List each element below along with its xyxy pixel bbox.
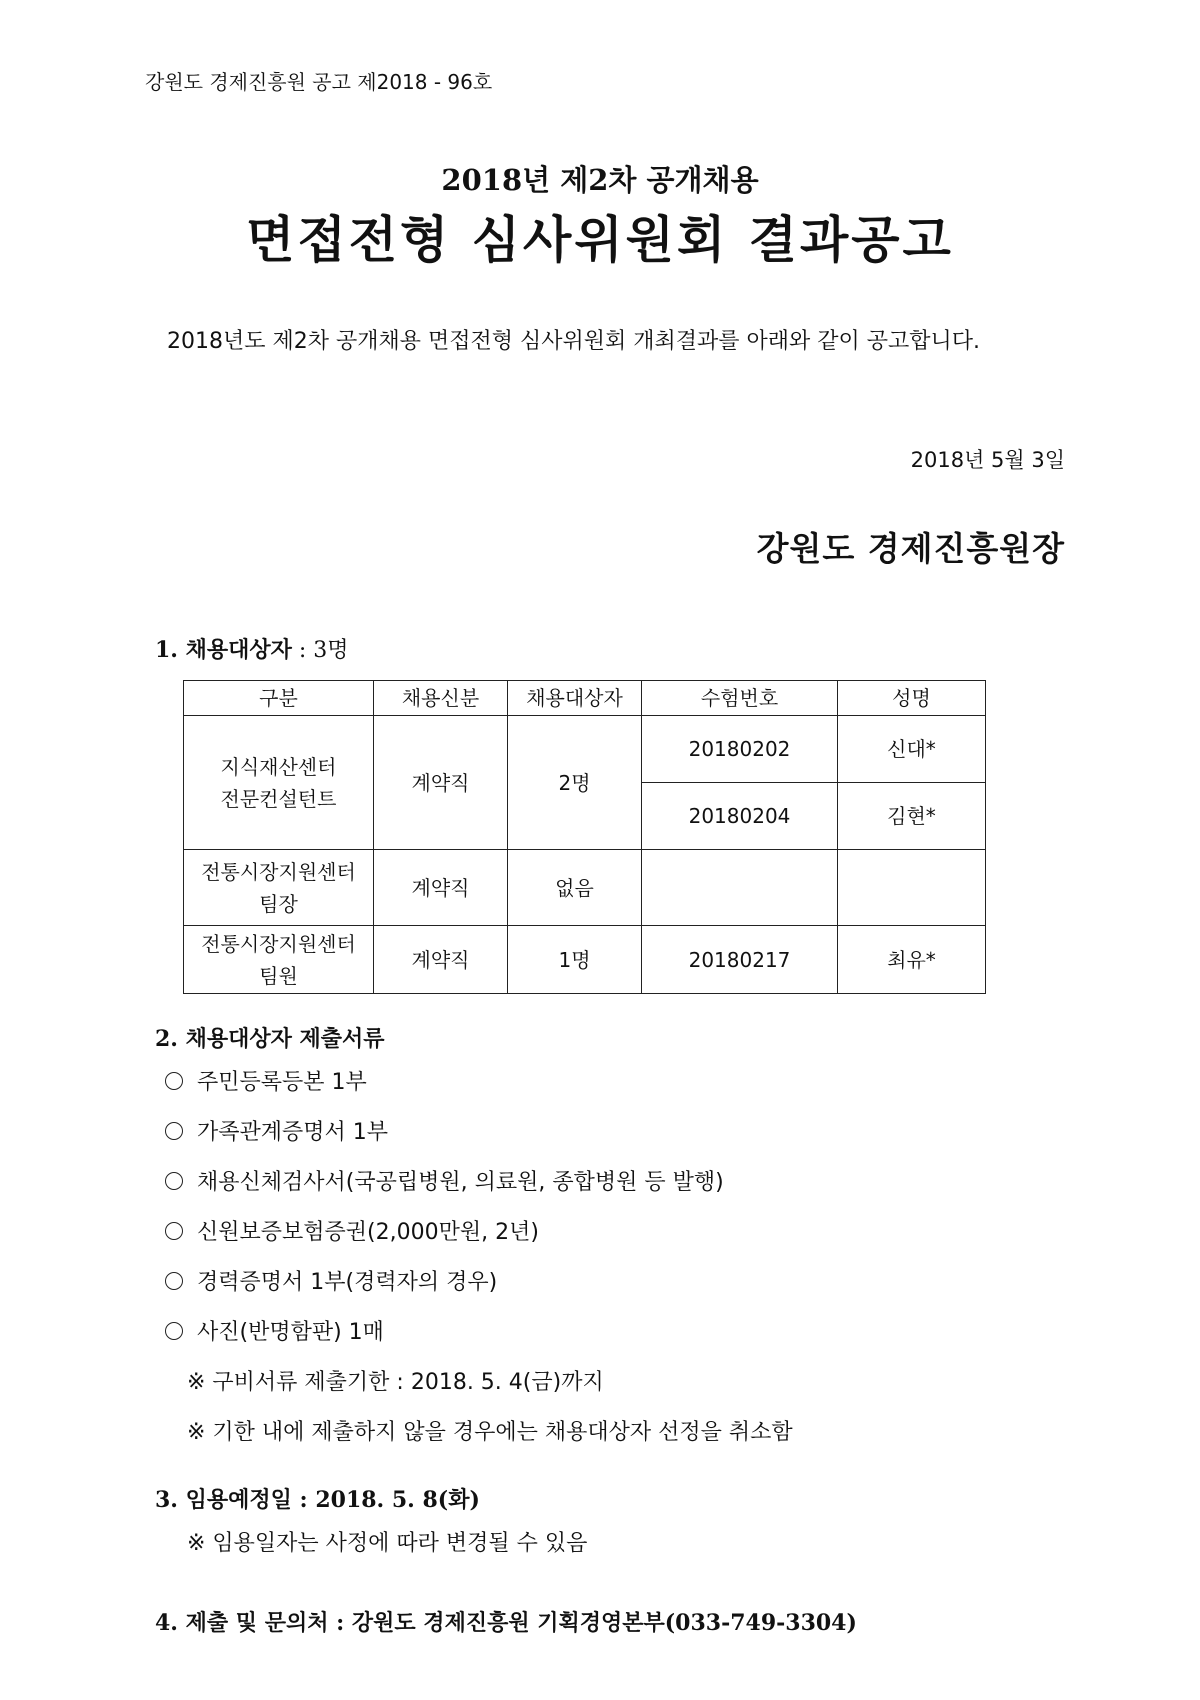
cell-exam-no xyxy=(642,850,838,926)
cell-category: 전통시장지원센터 팀원 xyxy=(184,926,374,994)
list-item-text: 신원보증보험증권(2,000만원, 2년) xyxy=(197,1220,539,1245)
list-item-text: 채용신체검사서(국공립병원, 의료원, 종합병원 등 발행) xyxy=(197,1170,724,1195)
col-header-name: 성명 xyxy=(838,681,986,716)
section3-heading-label: 3. 임용예정일 : 2018. 5. 8(화) xyxy=(155,1487,480,1513)
section1-heading xyxy=(155,633,349,664)
document-title: 면접전형 심사위원회 결과공고 xyxy=(246,210,954,269)
table-row xyxy=(184,926,986,994)
list-item xyxy=(165,1118,793,1168)
circle-bullet-icon xyxy=(165,1072,183,1090)
circle-bullet-icon xyxy=(165,1322,183,1340)
section2-heading-label: 2. 채용대상자 제출서류 xyxy=(155,1026,385,1052)
cell-name: 김현* xyxy=(838,783,986,850)
cell-exam-no: 20180202 xyxy=(642,716,838,783)
section1-heading-label: 1. 채용대상자 xyxy=(155,637,292,663)
section2-heading xyxy=(155,1022,385,1053)
section4-heading xyxy=(155,1606,857,1637)
col-header-status: 채용신분 xyxy=(374,681,508,716)
circle-bullet-icon xyxy=(165,1222,183,1240)
list-item-text: 경력증명서 1부(경력자의 경우) xyxy=(197,1270,498,1295)
list-item xyxy=(165,1268,793,1318)
list-item xyxy=(165,1218,793,1268)
cell-category: 지식재산센터 전문컨설턴트 xyxy=(184,716,374,850)
cancellation-note: ※ 기한 내에 제출하지 않을 경우에는 채용대상자 선정을 취소함 xyxy=(187,1420,793,1445)
deadline-note: ※ 구비서류 제출기한 : 2018. 5. 4(금)까지 xyxy=(187,1370,604,1395)
cell-category: 전통시장지원센터 팀장 xyxy=(184,850,374,926)
cell-status: 계약직 xyxy=(374,926,508,994)
circle-bullet-icon xyxy=(165,1122,183,1140)
intro-paragraph: 2018년도 제2차 공개채용 면접전형 심사위원회 개최결과를 아래와 같이 공고합니다. xyxy=(167,329,980,354)
document-list xyxy=(165,1068,793,1468)
cell-name: 최유* xyxy=(838,926,986,994)
cell-count: 없음 xyxy=(508,850,642,926)
cell-exam-no: 20180204 xyxy=(642,783,838,850)
cell-status: 계약직 xyxy=(374,716,508,850)
cell-status: 계약직 xyxy=(374,850,508,926)
notice-number: 강원도 경제진흥원 공고 제2018 - 96호 xyxy=(145,70,493,94)
table-row xyxy=(184,716,986,783)
table-row xyxy=(184,850,986,926)
list-item-text: 사진(반명함판) 1매 xyxy=(197,1320,384,1345)
cell-exam-no: 20180217 xyxy=(642,926,838,994)
list-item xyxy=(165,1168,793,1218)
circle-bullet-icon xyxy=(165,1272,183,1290)
col-header-category: 구분 xyxy=(184,681,374,716)
cell-name xyxy=(838,850,986,926)
list-item xyxy=(165,1318,793,1368)
issuer-name: 강원도 경제진흥원장 xyxy=(756,529,1065,568)
col-header-count: 채용대상자 xyxy=(508,681,642,716)
cell-name: 신대* xyxy=(838,716,986,783)
recruit-table xyxy=(183,680,986,994)
section1-heading-count: : 3명 xyxy=(291,638,349,663)
appointment-note: ※ 임용일자는 사정에 따라 변경될 수 있음 xyxy=(187,1531,588,1556)
section3-heading xyxy=(155,1483,480,1514)
list-item-text: 가족관계증명서 1부 xyxy=(197,1120,389,1145)
cell-count: 1명 xyxy=(508,926,642,994)
col-header-exam-no: 수험번호 xyxy=(642,681,838,716)
list-item xyxy=(165,1068,793,1118)
cell-count: 2명 xyxy=(508,716,642,850)
list-item-text: 주민등록등본 1부 xyxy=(197,1070,367,1095)
circle-bullet-icon xyxy=(165,1172,183,1190)
document-subtitle: 2018년 제2차 공개채용 xyxy=(441,163,759,197)
table-header-row xyxy=(184,681,986,716)
section4-heading-label: 4. 제출 및 문의처 : 강원도 경제진흥원 기획경영본부(033-749-3304) xyxy=(155,1610,857,1636)
notice-date: 2018년 5월 3일 xyxy=(910,448,1065,472)
